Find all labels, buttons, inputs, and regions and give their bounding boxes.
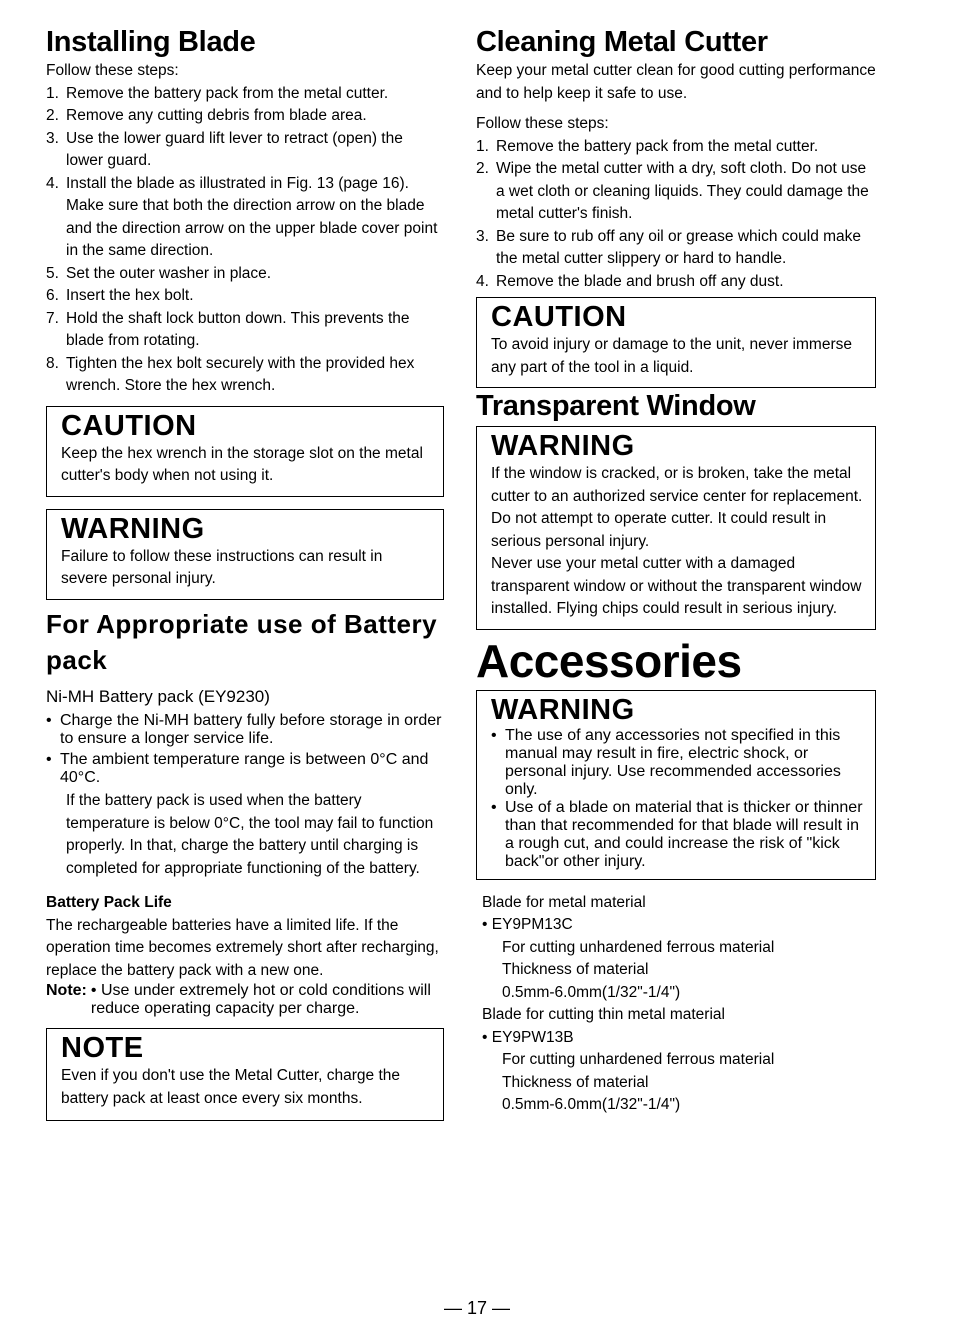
bullet-text: The use of any accessories not specified in this manual may result in fire, electric shock, or personal injury. Use recommended accessories only. <box>505 726 841 798</box>
accessory-list <box>476 892 876 1117</box>
step-number: 4. <box>46 174 59 192</box>
list-item <box>46 105 444 128</box>
accessory-thickness-value: 0.5mm-6.0mm(1/32"-1/4") <box>502 1096 681 1113</box>
note-box <box>46 1028 444 1121</box>
battery-life-heading: Battery Pack Life <box>46 894 172 911</box>
note-label: Note: <box>46 982 87 999</box>
installing-intro: Follow these steps: <box>46 62 179 79</box>
note-box-title: NOTE <box>61 1032 144 1064</box>
warning-text: Failure to follow these instructions can result in severe personal injury. <box>61 547 383 587</box>
caution-box-hex-wrench <box>46 406 444 497</box>
list-item <box>46 712 444 748</box>
list-item <box>46 751 444 787</box>
caution-text: To avoid injury or damage to the unit, never immerse any part of the tool in a liquid. <box>491 336 852 376</box>
list-item <box>476 226 876 271</box>
caution-title: CAUTION <box>61 409 197 442</box>
step-number: 3. <box>476 227 489 245</box>
caution-title: CAUTION <box>491 301 627 333</box>
accessories-title: Accessories <box>476 634 742 687</box>
step-text: Use the lower guard lift lever to retract (open) the lower guard. <box>66 129 403 169</box>
step-number: 4. <box>476 272 489 290</box>
battery-section-title: For Appropriate use of Battery pack <box>46 608 438 675</box>
step-text: Be sure to rub off any oil or grease which could make the metal cutter slippery or hard to handle. <box>496 227 862 267</box>
step-text: Hold the shaft lock button down. This prevents the blade from rotating. <box>66 309 410 349</box>
accessory-thickness-value: 0.5mm-6.0mm(1/32"-1/4") <box>502 983 681 1001</box>
bullet-icon: • <box>46 751 52 768</box>
bullet-text: Charge the Ni-MH battery fully before storage in order to ensure a longer service life. <box>60 712 442 747</box>
list-item <box>46 128 444 173</box>
cleaning-intro: Keep your metal cutter clean for good cutting performance and to help keep it safe to use. <box>476 62 876 102</box>
step-number: 6. <box>46 287 59 304</box>
caution-text: Keep the hex wrench in the storage slot on the metal cutter's body when not using it. <box>61 444 423 484</box>
list-item <box>46 263 444 286</box>
list-item <box>46 83 444 106</box>
list-item <box>46 285 444 308</box>
warning-box-installing <box>46 509 444 600</box>
step-number: 3. <box>46 129 59 147</box>
note-text: • Use under extremely hot or cold conditions will reduce operating capacity per charge. <box>90 982 431 1017</box>
accessory-model: • EY9PM13C <box>482 916 573 933</box>
accessory-thickness-label: Thickness of material <box>502 1073 649 1091</box>
left-column <box>46 26 444 1121</box>
accessory-heading: Blade for cutting thin metal material <box>482 1006 725 1023</box>
step-text: Wipe the metal cutter with a dry, soft cloth. Do not use a wet cloth or cleaning liquids. They could damage the metal cutter's finish. <box>496 160 869 222</box>
step-number: 1. <box>46 84 59 102</box>
warning-box-window <box>476 426 876 630</box>
page-number: — 17 — <box>443 1298 511 1318</box>
bullet-icon: • <box>46 712 52 729</box>
note-box-text: Even if you don't use the Metal Cutter, charge the battery pack at least once every six months. <box>61 1067 400 1107</box>
list-item <box>46 308 444 353</box>
warning-text: Never use your metal cutter with a damaged transparent window or without the transparent window installed. Flying chips could result in serious injury. <box>491 555 862 617</box>
right-column <box>476 26 876 1117</box>
accessory-heading: Blade for metal material <box>482 893 646 911</box>
step-number: 2. <box>46 107 59 124</box>
cleaning-follow: Follow these steps: <box>476 115 609 132</box>
bullet-text: The ambient temperature range is between 0°C and 40°C. <box>60 751 429 786</box>
installing-blade-title: Installing Blade <box>46 26 256 58</box>
step-text: Insert the hex bolt. <box>66 287 194 304</box>
list-item <box>46 353 444 398</box>
warning-title: WARNING <box>491 430 635 462</box>
step-text: Set the outer washer in place. <box>66 264 272 282</box>
step-text: Remove the blade and brush off any dust. <box>496 272 784 290</box>
cleaning-steps <box>476 136 876 294</box>
step-number: 1. <box>476 137 489 155</box>
battery-life-text: The rechargeable batteries have a limited life. If the operation time becomes extremely short after recharging, replace the battery pack with a new one. <box>46 916 439 979</box>
accessory-use: For cutting unhardened ferrous material <box>502 938 775 956</box>
step-number: 5. <box>46 264 59 282</box>
step-text: Remove any cutting debris from blade area. <box>66 107 367 124</box>
accessory-thickness-label: Thickness of material <box>502 961 649 978</box>
step-text: Tighten the hex bolt securely with the provided hex wrench. Store the hex wrench. <box>66 354 415 394</box>
list-item <box>476 158 876 226</box>
warning-box-accessories <box>476 690 876 880</box>
installing-steps <box>46 83 444 398</box>
caution-box-cleaning <box>476 297 876 388</box>
list-item <box>476 271 876 294</box>
battery-extra-text: If the battery pack is used when the battery temperature is below 0°C, the tool may fail to function properly. In that, charge the battery until charging is completed for appropriate functioning of the battery. <box>66 792 434 877</box>
warning-text: If the window is cracked, or is broken, take the metal cutter to an authorized service center for replacement. Do not attempt to operate cutter. It could result in serious personal injury. <box>491 465 863 550</box>
step-text: Remove the battery pack from the metal cutter. <box>66 84 389 102</box>
warning-title: WARNING <box>61 512 205 545</box>
transparent-window-title: Transparent Window <box>476 390 756 422</box>
battery-subtitle: Ni-MH Battery pack (EY9230) <box>46 686 270 706</box>
list-item <box>491 727 865 799</box>
list-item <box>491 799 865 871</box>
step-text: Install the blade as illustrated in Fig. 13 (page 16). Make sure that both the direction arrow on the blade and the direction arrow on the upper blade cover point in the same direction. <box>66 174 438 259</box>
step-number: 7. <box>46 309 59 327</box>
step-number: 8. <box>46 354 59 372</box>
bullet-text: Use of a blade on material that is thicker or thinner than that recommended for that blade will result in a rough cut, and could increase the risk of "kick back"or other injury. <box>505 798 863 870</box>
bullet-icon: • <box>491 726 497 744</box>
list-item <box>46 173 444 263</box>
battery-note <box>46 982 444 1018</box>
list-item <box>476 136 876 159</box>
bullet-icon: • <box>491 798 497 816</box>
accessory-model: • EY9PW13B <box>482 1028 574 1046</box>
warning-title: WARNING <box>491 693 635 726</box>
accessory-use: For cutting unhardened ferrous material <box>502 1051 775 1068</box>
step-text: Remove the battery pack from the metal cutter. <box>496 137 819 155</box>
step-number: 2. <box>476 160 489 177</box>
cleaning-title: Cleaning Metal Cutter <box>476 26 768 58</box>
